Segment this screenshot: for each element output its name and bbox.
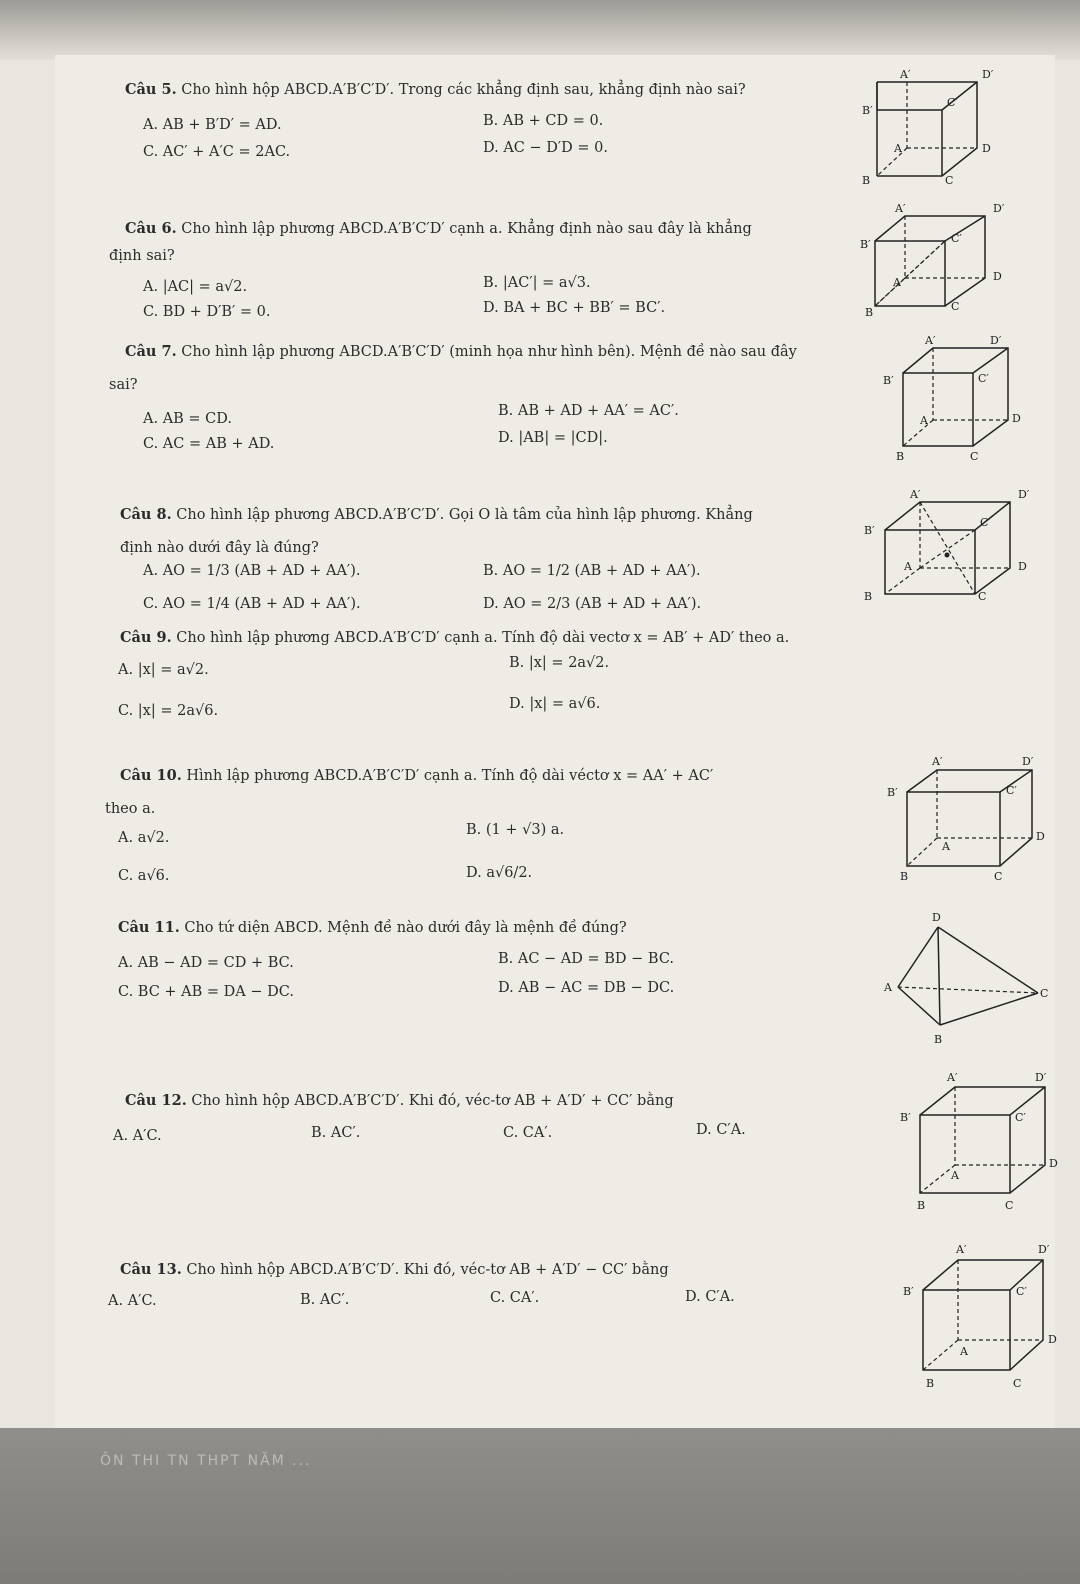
vertex-label: D — [1012, 412, 1021, 425]
question-13 — [120, 1260, 669, 1280]
vertex-label: D′ — [1022, 755, 1034, 768]
cube-edge — [923, 1260, 1043, 1370]
question-number: Câu 5. — [125, 81, 177, 98]
question-number: Câu 12. — [125, 1092, 187, 1109]
vertex-label: B — [864, 590, 873, 603]
vertex-label: C — [978, 590, 987, 603]
vertex-label: D — [1049, 1157, 1058, 1170]
vertex-label: D — [1048, 1333, 1057, 1346]
question-8 — [120, 505, 753, 558]
vertex-label: A′ — [895, 202, 906, 215]
center-point — [945, 553, 950, 558]
question-5 — [125, 80, 746, 100]
vertex-label: B — [896, 450, 905, 463]
vertex-label: B′ — [860, 238, 871, 251]
vertex-label: A — [893, 276, 901, 289]
vertex-label: C — [1013, 1377, 1022, 1390]
option-a[interactable]: A. AB + B′D′ = AD. — [143, 117, 282, 133]
vertex-label: A — [951, 1169, 959, 1182]
question-text: Cho hình lập phương ABCD.A′B′C′D′ cạnh a. Khẳng định nào sau đây là khẳng — [181, 221, 752, 237]
vertex-label: D′ — [1035, 1071, 1047, 1084]
vertex-label: B — [865, 306, 874, 319]
option-c[interactable]: C. AC′ + A′C = 2AC. — [143, 144, 291, 160]
question-number: Câu 7. — [125, 343, 177, 360]
question-text: Cho hình hộp ABCD.A′B′C′D′. Trong các khẳng định sau, khẳng định nào sai? — [181, 82, 746, 98]
vertex-label: C — [951, 300, 960, 313]
vertex-label: D — [993, 270, 1002, 283]
vertex-label: C — [970, 450, 979, 463]
cube-figure-7 — [878, 334, 1028, 467]
hidden-edge — [923, 1340, 958, 1370]
vertex-label: A′ — [956, 1243, 967, 1256]
question-9 — [120, 628, 789, 648]
option-a[interactable]: A. A′C. — [113, 1128, 162, 1144]
vertex-label: C′ — [980, 516, 991, 529]
cube-diagram — [878, 334, 1028, 463]
option-d[interactable]: D. C′A. — [696, 1122, 746, 1138]
cube-edge — [875, 216, 985, 306]
question-text: Cho hình lập phương ABCD.A′B′C′D′ (minh họa như hình bên). Mệnh đề nào sau đây — [181, 344, 797, 360]
question-11 — [118, 918, 627, 938]
footer-text: ÔN THI TN THPT NĂM ... — [100, 1453, 312, 1469]
vertex-label: D — [982, 142, 991, 155]
cube-diagram — [895, 1071, 1065, 1215]
vertex-label: B — [934, 1033, 943, 1046]
option-a[interactable]: A. AO = 1/3 (AB + AD + AA′). — [143, 563, 361, 579]
hidden-edge — [920, 530, 975, 568]
vertex-label: A′ — [910, 488, 921, 501]
question-number: Câu 6. — [125, 220, 177, 237]
vertex-label: D — [1018, 560, 1027, 573]
question-text: Cho hình hộp ABCD.A′B′C′D′. Khi đó, véc-tơ AB + A′D′ + CC′ bằng — [191, 1093, 674, 1109]
vertex-label: B — [900, 870, 909, 883]
option-c[interactable]: C. BD + D′B′ = 0. — [143, 304, 271, 320]
page-top-edge — [0, 0, 1080, 60]
tetra-edge — [940, 993, 1038, 1025]
vertex-label: B — [926, 1377, 935, 1390]
question-text: Cho tứ diện ABCD. Mệnh đề nào dưới đây là mệnh đề đúng? — [184, 920, 627, 936]
vertex-label: A — [884, 981, 892, 994]
vertex-label: C′ — [947, 96, 958, 109]
option-c[interactable]: C. |x| = 2a√6. — [118, 703, 219, 719]
vertex-label: A — [920, 414, 928, 427]
vertex-label: D′ — [1018, 488, 1030, 501]
question-text-cont: định nào dưới đây là đúng? — [120, 540, 319, 556]
cube-edge — [920, 1087, 1045, 1193]
question-text: Hình lập phương ABCD.A′B′C′D′ cạnh a. Tính độ dài véctơ x = AA′ + AC′ — [186, 768, 714, 784]
vertex-label: A′ — [932, 755, 943, 768]
vertex-label: D′ — [990, 334, 1002, 347]
cube-diagram — [860, 490, 1040, 610]
cube-figure-5 — [842, 68, 1022, 191]
vertex-label: A — [942, 840, 950, 853]
question-text-cont: định sai? — [109, 248, 175, 264]
hidden-edge — [875, 241, 945, 306]
option-b[interactable]: B. AB + AD + AA′ = AC′. — [498, 403, 679, 419]
question-number: Câu 13. — [120, 1261, 182, 1278]
option-c[interactable]: C. BC + AB = DA − DC. — [118, 984, 294, 1000]
vertex-label: C — [1040, 987, 1049, 1000]
option-a[interactable]: A. |AC| = a√2. — [143, 279, 248, 295]
cube-diagram — [898, 1245, 1068, 1395]
vertex-label: D′ — [993, 202, 1005, 215]
option-a[interactable]: A. |x| = a√2. — [118, 662, 209, 678]
vertex-label: A — [894, 142, 902, 155]
cube-diagram — [882, 755, 1052, 885]
option-b[interactable]: B. AC′. — [311, 1125, 361, 1141]
option-c[interactable]: C. a√6. — [118, 868, 170, 884]
vertex-label: D — [932, 911, 941, 924]
vertex-label: C′ — [1006, 784, 1017, 797]
tetra-edge — [938, 927, 1038, 993]
cube-figure-12 — [895, 1071, 1065, 1219]
cube-edge — [877, 82, 977, 176]
cube-figure-6 — [845, 202, 1025, 320]
hidden-edge — [877, 148, 907, 176]
option-d[interactable]: D. a√6/2. — [466, 865, 533, 881]
cube-figure-13 — [898, 1245, 1068, 1399]
question-number: Câu 9. — [120, 629, 172, 646]
question-10 — [105, 766, 714, 819]
option-c[interactable]: C. CA′. — [490, 1290, 540, 1306]
option-c[interactable]: C. AC = AB + AD. — [143, 436, 275, 452]
option-b[interactable]: B. AB + CD = 0. — [483, 113, 604, 129]
hidden-edge — [920, 1165, 955, 1193]
cube-diagram — [842, 68, 1022, 187]
tetra-edge — [938, 927, 940, 1025]
hidden-edge — [907, 838, 937, 866]
vertex-label: C′ — [1015, 1111, 1026, 1124]
vertex-label: C′ — [1016, 1285, 1027, 1298]
vertex-label: A′ — [925, 334, 936, 347]
question-6 — [109, 219, 752, 266]
vertex-label: A′ — [947, 1071, 958, 1084]
question-number: Câu 10. — [120, 767, 182, 784]
vertex-label: B′ — [862, 104, 873, 117]
vertex-label: A′ — [900, 68, 911, 81]
option-b[interactable]: B. AO = 1/2 (AB + AD + AA′). — [483, 563, 701, 579]
vertex-label: B′ — [900, 1111, 911, 1124]
page-bottom-edge — [0, 1428, 1080, 1584]
cube-figure-8 — [860, 490, 1040, 614]
vertex-label: B′ — [903, 1285, 914, 1298]
option-d[interactable]: D. AO = 2/3 (AB + AD + AA′). — [483, 596, 702, 612]
option-d[interactable]: D. |x| = a√6. — [509, 696, 601, 712]
vertex-label: B′ — [887, 786, 898, 799]
tetra-edge — [898, 987, 940, 1025]
vertex-label: A — [960, 1345, 968, 1358]
option-b[interactable]: B. |x| = 2a√2. — [509, 655, 610, 671]
vertex-label: C′ — [951, 232, 962, 245]
question-number: Câu 11. — [118, 919, 180, 936]
hidden-edge — [903, 420, 933, 446]
vertex-label: A — [904, 560, 912, 573]
question-text: Cho hình lập phương ABCD.A′B′C′D′. Gọi O là tâm của hình lập phương. Khẳng — [176, 507, 753, 523]
question-7 — [109, 342, 797, 395]
vertex-label: C′ — [978, 372, 989, 385]
option-d[interactable]: D. AC − D′D = 0. — [483, 140, 609, 156]
hidden-edge — [898, 987, 1038, 993]
option-d[interactable]: D. |AB| = |CD|. — [498, 430, 608, 446]
vertex-label: D′ — [1038, 1243, 1050, 1256]
tetrahedron-diagram — [880, 911, 1050, 1055]
vertex-label: B — [862, 174, 871, 187]
question-text-cont: sai? — [109, 377, 138, 393]
hidden-edge — [885, 568, 920, 594]
vertex-label: D — [1036, 830, 1045, 843]
option-a[interactable]: A. A′C. — [108, 1293, 157, 1309]
vertex-label: B′ — [864, 524, 875, 537]
option-d[interactable]: D. AB − AC = DB − DC. — [498, 980, 675, 996]
cube-edge — [903, 348, 1008, 446]
vertex-label: B′ — [883, 374, 894, 387]
tetrahedron-figure-11 — [880, 911, 1050, 1059]
cube-figure-10 — [882, 755, 1052, 889]
option-b[interactable]: B. AC − AD = BD − BC. — [498, 951, 675, 967]
option-c[interactable]: C. CA′. — [503, 1125, 553, 1141]
option-b[interactable]: B. |AC′| = a√3. — [483, 275, 591, 291]
option-a[interactable]: A. AB = CD. — [143, 411, 232, 427]
vertex-label: C — [945, 174, 954, 187]
vertex-label: B — [917, 1199, 926, 1212]
question-number: Câu 8. — [120, 506, 172, 523]
question-text: Cho hình lập phương ABCD.A′B′C′D′ cạnh a. Tính độ dài vectơ x = AB′ + AD′ theo a. — [176, 630, 790, 646]
question-text-cont: theo a. — [105, 801, 156, 817]
option-c[interactable]: C. AO = 1/4 (AB + AD + AA′). — [143, 596, 361, 612]
vertex-label: C — [994, 870, 1003, 883]
question-12 — [125, 1091, 674, 1111]
tetra-edge — [898, 927, 938, 987]
option-d[interactable]: D. BA + BC + BB′ = BC′. — [483, 300, 666, 316]
cube-diagram — [845, 202, 1025, 319]
vertex-label: C — [1005, 1199, 1014, 1212]
cube-edge — [885, 502, 1010, 594]
question-text: Cho hình hộp ABCD.A′B′C′D′. Khi đó, véc-tơ AB + A′D′ − CC′ bằng — [186, 1262, 669, 1278]
vertex-label: D′ — [982, 68, 994, 81]
option-b[interactable]: B. AC′. — [300, 1292, 350, 1308]
option-a[interactable]: A. a√2. — [118, 830, 170, 846]
hidden-edge — [920, 502, 975, 594]
option-d[interactable]: D. C′A. — [685, 1289, 735, 1305]
option-a[interactable]: A. AB − AD = CD + BC. — [118, 955, 294, 971]
option-b[interactable]: B. (1 + √3) a. — [466, 822, 565, 838]
